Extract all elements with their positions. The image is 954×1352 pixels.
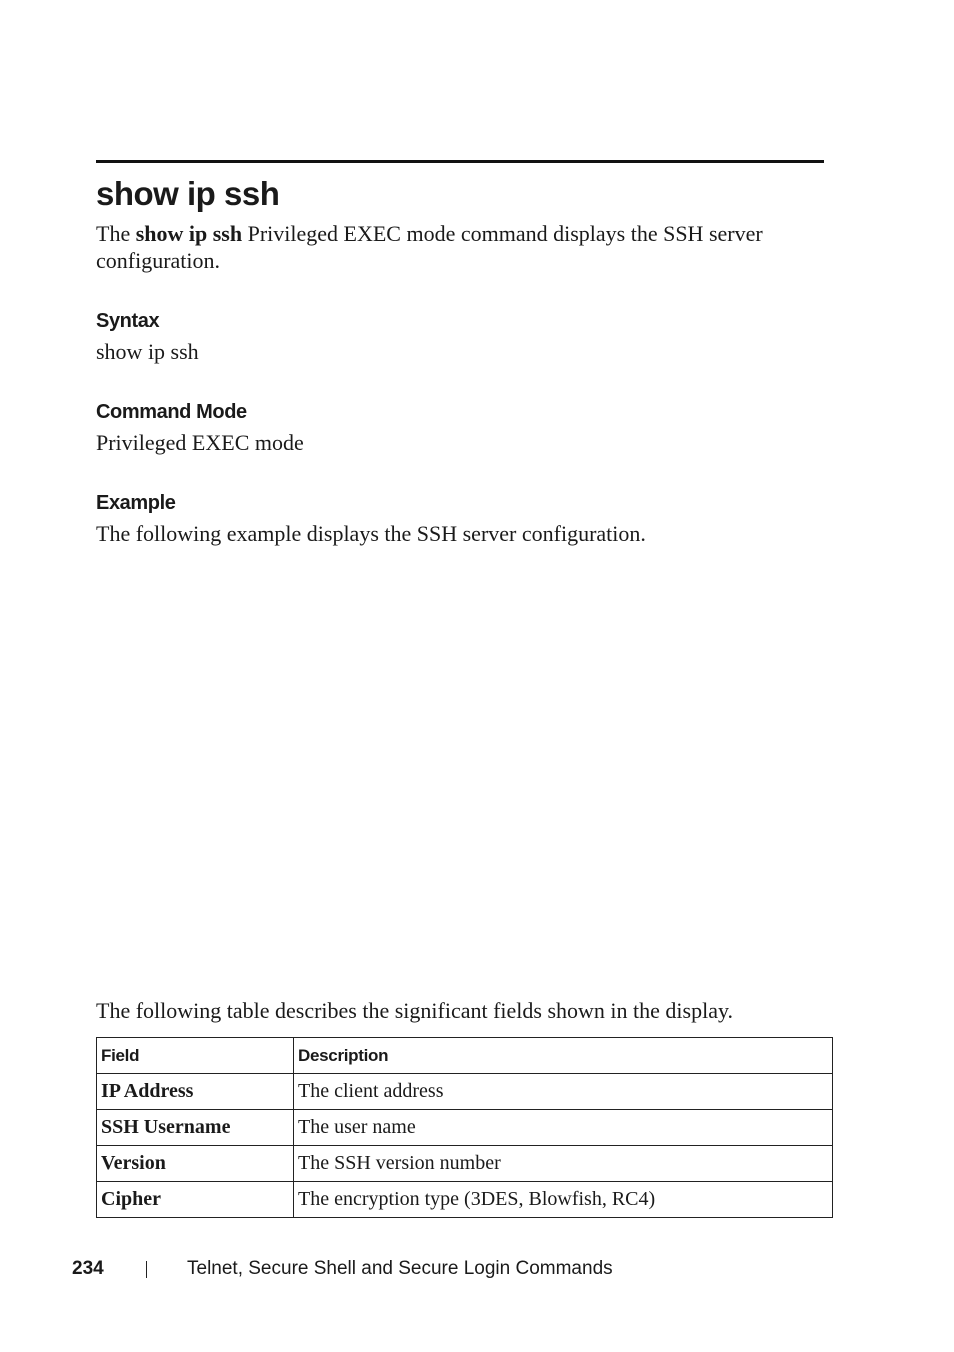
table-row: [97, 1182, 833, 1218]
intro-line2: configuration.: [96, 248, 221, 273]
fields-table: [96, 1037, 833, 1218]
intro-prefix: The: [96, 221, 136, 246]
page-number: 234: [72, 1258, 104, 1279]
footer-chapter-title: Telnet, Secure Shell and Secure Login Commands: [187, 1258, 613, 1279]
table-row: [97, 1074, 833, 1110]
field-cell: SSH Username: [97, 1110, 294, 1146]
command-mode-text: Privileged EXEC mode: [96, 430, 304, 455]
title-rule: [96, 160, 824, 163]
table-intro: The following table describes the significant fields shown in the display.: [96, 998, 734, 1023]
field-cell: Cipher: [97, 1182, 294, 1218]
command-mode-heading: Command Mode: [96, 401, 247, 423]
example-text: The following example displays the SSH server configuration.: [96, 521, 646, 546]
intro-suffix: Privileged EXEC mode command displays the SSH server: [242, 221, 763, 246]
table-row: [97, 1110, 833, 1146]
field-cell: Version: [97, 1146, 294, 1182]
footer-divider: [146, 1261, 147, 1278]
syntax-text: show ip ssh: [96, 339, 199, 364]
example-heading: Example: [96, 492, 176, 514]
description-cell: The encryption type (3DES, Blowfish, RC4): [294, 1182, 833, 1218]
description-cell: The client address: [294, 1074, 833, 1110]
table-header-row: [97, 1038, 833, 1074]
description-cell: The SSH version number: [294, 1146, 833, 1182]
syntax-heading: Syntax: [96, 310, 160, 332]
page-title: show ip ssh: [96, 175, 280, 212]
table-header-description: Description: [294, 1038, 833, 1074]
description-cell: The user name: [294, 1110, 833, 1146]
table-header-field: Field: [97, 1038, 294, 1074]
field-cell: IP Address: [97, 1074, 294, 1110]
table-row: [97, 1146, 833, 1182]
intro-command: show ip ssh: [135, 221, 243, 246]
intro-paragraph: [96, 220, 826, 274]
